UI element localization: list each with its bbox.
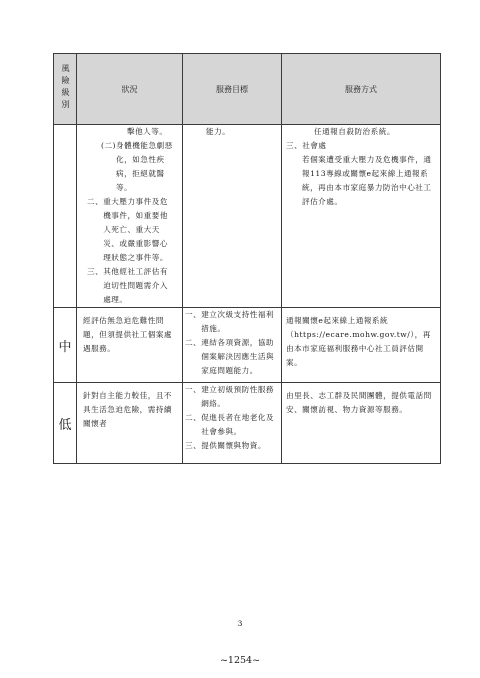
level-cell-continued bbox=[54, 125, 77, 308]
table-header-row bbox=[54, 54, 441, 125]
list-item-number: 三、 bbox=[286, 141, 303, 150]
list-item-text: 其他經社工評估有迫切性問題需介入處理。 bbox=[103, 267, 168, 304]
list-item-number: 一、 bbox=[185, 310, 202, 319]
goal-cell-medium bbox=[183, 308, 282, 383]
list-item-text: 社會處 bbox=[302, 141, 327, 150]
header-situation: 狀況 bbox=[77, 54, 183, 125]
header-service-method: 服務方式 bbox=[282, 54, 441, 125]
list-item bbox=[87, 139, 176, 195]
situation-cell-low bbox=[77, 383, 183, 464]
list-item bbox=[185, 336, 275, 378]
list-item-number: 二、 bbox=[87, 197, 104, 206]
risk-level-medium: 中 bbox=[54, 308, 77, 383]
list-item-text: 重大壓力事件及危機事件，如重要他人死亡、重大天災、或嚴重影響心理狀態之事件等。 bbox=[103, 197, 168, 262]
list-item bbox=[185, 383, 275, 411]
list-item-number: 二、 bbox=[185, 413, 202, 422]
header-service-goal: 服務目標 bbox=[183, 54, 282, 125]
list-item-text: 提供關懷與物資。 bbox=[201, 441, 266, 450]
header-risk-level-label: 風險級別 bbox=[61, 64, 70, 112]
list-item bbox=[87, 265, 176, 307]
table-row-medium bbox=[54, 308, 441, 383]
method-cell-medium bbox=[282, 308, 441, 383]
list-item-number: 二、 bbox=[185, 338, 202, 347]
list-item bbox=[185, 411, 275, 439]
list-item-number: 三、 bbox=[185, 441, 202, 450]
list-item-text: 連結各項資源，協助個案解決因應生活與家庭問題能力。 bbox=[201, 338, 275, 375]
table-row-low bbox=[54, 383, 441, 464]
list-item bbox=[87, 195, 176, 265]
list-item-number: 一、 bbox=[185, 385, 202, 394]
header-risk-level bbox=[54, 54, 77, 125]
list-item bbox=[185, 439, 275, 453]
situation-cell-continued bbox=[77, 125, 183, 308]
method-medium-text: 通報關懷e起來線上通報系統（https://ecare.mohw.gov.tw/），再由本市家庭福利服務中心社工員評估開案。 bbox=[286, 316, 431, 367]
list-item-number: 三、 bbox=[87, 267, 104, 276]
list-item-text: 促進長者在地老化及社會參與。 bbox=[201, 413, 275, 436]
situation-medium-text: 經評估無急迫危難性問題，但須提供社工個案處遇服務。 bbox=[83, 316, 173, 353]
list-item bbox=[185, 308, 275, 336]
goal-cell-low bbox=[183, 383, 282, 464]
risk-level-low: 低 bbox=[54, 383, 77, 464]
list-item bbox=[286, 139, 432, 153]
situation-cell-medium bbox=[77, 308, 183, 383]
method-cell-continued bbox=[282, 125, 441, 308]
list-item-text: 建立次級支持性福利措施。 bbox=[201, 310, 275, 333]
table-row-high-continued bbox=[54, 125, 441, 308]
method-cell-low bbox=[282, 383, 441, 464]
situation-low-text: 針對自主能力較佳，且不具生活急迫危險，需持續關懷者 bbox=[83, 391, 173, 428]
method-continued-paragraph: 若個案遭受重大壓力及危機事件，通報113專線或關懷e起來線上通報系統，再由本市家庭暴力防治中心社工評估介處。 bbox=[302, 155, 432, 206]
method-continued-line: 任通報自殺防治系統。 bbox=[314, 127, 395, 136]
page-number: 3 bbox=[237, 619, 243, 628]
list-item-number: (二) bbox=[101, 141, 117, 150]
list-item-text: 身體機能急劇惡化，如急性疾病，拒絕就醫等。 bbox=[116, 141, 173, 192]
situation-continued-line: 擊他人等。 bbox=[127, 127, 168, 136]
goal-cell-continued bbox=[183, 125, 282, 308]
document-page-number: ~1254~ bbox=[219, 655, 261, 666]
list-item-text: 建立初級預防性服務網絡。 bbox=[201, 385, 275, 408]
goal-continued-text: 能力。 bbox=[206, 127, 231, 136]
method-low-text: 由里長、志工群及民間團體，提供電話問安、關懷訪視、物力資源等服務。 bbox=[286, 391, 432, 414]
risk-service-table bbox=[53, 53, 441, 464]
